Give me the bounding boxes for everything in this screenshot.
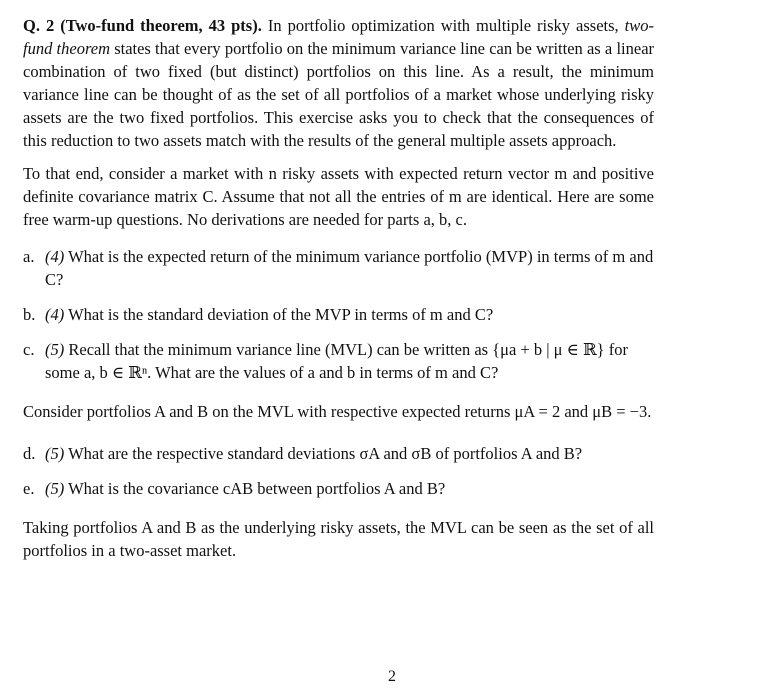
page-number: 2: [388, 668, 396, 685]
part-c-points: (5): [45, 340, 65, 359]
warmup-parts: [23, 245, 654, 384]
intro-emphasis: two-fund theorem: [23, 16, 654, 58]
question-label: Q. 2: [23, 16, 55, 35]
part-d-label: d.: [23, 444, 36, 463]
part-d-points: (5): [45, 444, 65, 463]
closing-paragraph: Taking portfolios A and B as the underlying risky assets, the MVL can be seen as the set of all portfolios in a two-asset market.: [23, 518, 654, 560]
part-a-text: What is the expected return of the minimum variance portfolio (MVP) in terms of m and C?: [45, 247, 654, 289]
part-b-label: b.: [23, 305, 36, 324]
part-d-text: What are the respective standard deviations σA and σB of portfolios A and B?: [68, 444, 583, 463]
part-e-text: What is the covariance cAB between portfolios A and B?: [68, 479, 446, 498]
part-e-label: e.: [23, 479, 35, 498]
part-c-text: Recall that the minimum variance line (MVL) can be written as {μa + b | μ ∈ ℝ} for some a, b ∈ ℝⁿ. What are the values of a and b in terms of m and C?: [45, 340, 628, 382]
part-e-points: (5): [45, 479, 65, 498]
question-title: (Two-fund theorem, 43 pts).: [60, 16, 262, 35]
part-b: [23, 303, 654, 326]
question-block: [23, 14, 654, 562]
setup-paragraph: To that end, consider a market with n risky assets with expected return vector m and positive definite covariance matrix C. Assume that not all the entries of m are identical. Here are some free warm-up questions. No derivations are needed for parts a, b, c.: [23, 164, 654, 229]
part-a-label: a.: [23, 247, 35, 266]
part-c: [23, 338, 654, 384]
portfolio-parts: [23, 442, 654, 500]
part-e: [23, 477, 654, 500]
part-d: [23, 442, 654, 465]
intro-paragraph: [23, 14, 654, 152]
part-a: [23, 245, 654, 291]
part-c-label: c.: [23, 340, 35, 359]
portfolios-paragraph: Consider portfolios A and B on the MVL with respective expected returns μA = 2 and μB = −3.: [23, 402, 652, 421]
part-b-points: (4): [45, 305, 65, 324]
part-b-text: What is the standard deviation of the MVP in terms of m and C?: [68, 305, 494, 324]
intro-text-start: In portfolio optimization with multiple risky assets,: [267, 16, 625, 35]
part-a-points: (4): [45, 247, 65, 266]
intro-text-end: states that every portfolio on the minimum variance line can be written as a linear combination of two fixed (but distinct) portfolios on this line. As a result, the minimum variance line can be thought of as the set of all portfolios of a market whose underlying risky assets are the two fixed portfolios. This exercise asks you to check that the consequences of this reduction to two assets match with the results of the general multiple assets approach.: [23, 39, 655, 150]
